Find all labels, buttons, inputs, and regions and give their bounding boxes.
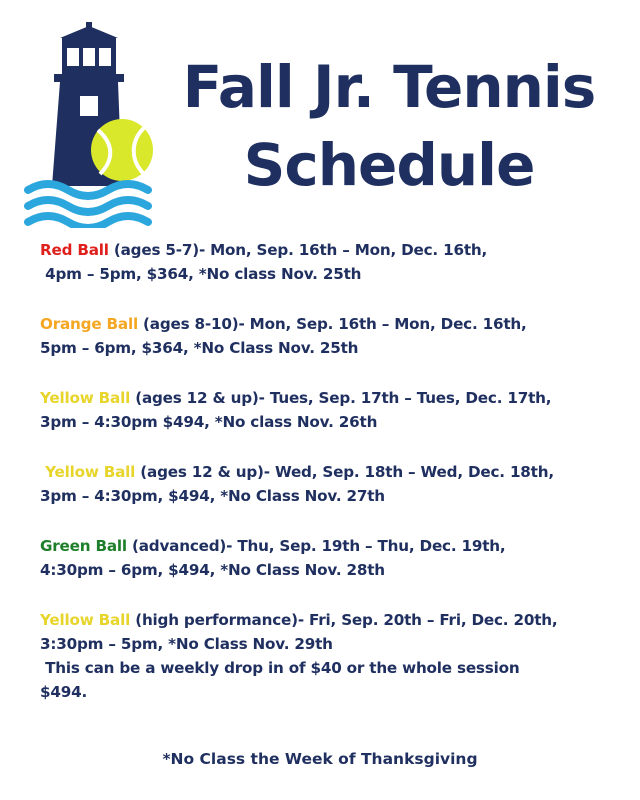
page-title: [148, 48, 630, 204]
entry-details: (ages 12 & up)- Wed, Sep. 18th – Wed, Dec. 18th,: [135, 463, 554, 481]
entry-time: 4pm – 5pm, $364, *No class Nov. 25th: [40, 265, 362, 283]
schedule-list: [40, 238, 632, 730]
ball-label: Yellow Ball: [40, 463, 136, 481]
entry-time: 3pm – 4:30pm $494, *No class Nov. 26th: [40, 413, 378, 431]
schedule-entry-yellow-tue: [40, 386, 632, 434]
entry-details: (high performance)- Fri, Sep. 20th – Fri, Dec. 20th,: [130, 611, 558, 629]
entry-details: (ages 5-7)- Mon, Sep. 16th – Mon, Dec. 16th,: [108, 241, 488, 259]
ball-label: Red Ball: [40, 241, 109, 259]
waves-icon: [28, 184, 148, 228]
schedule-entry-yellow-fri: [40, 608, 632, 704]
ball-label: Yellow Ball: [40, 611, 131, 629]
entry-time: 3pm – 4:30pm, $494, *No Class Nov. 27th: [40, 487, 385, 505]
entry-details: (advanced)- Thu, Sep. 19th – Thu, Dec. 19th,: [126, 537, 506, 555]
entry-time: 4:30pm – 6pm, $494, *No Class Nov. 28th: [40, 561, 385, 579]
ball-label: Yellow Ball: [40, 389, 131, 407]
schedule-entry-red: [40, 238, 632, 286]
title-line-1: Fall Jr. Tennis: [182, 53, 596, 121]
tennis-ball-icon: [91, 119, 153, 181]
title-line-2: Schedule: [243, 131, 535, 199]
thanksgiving-note: *No Class the Week of Thanksgiving: [162, 750, 478, 768]
logo: [22, 18, 156, 228]
schedule-entry-orange: [40, 312, 632, 360]
entry-time: 3:30pm – 5pm, *No Class Nov. 29th: [40, 635, 333, 653]
ball-label: Green Ball: [40, 537, 127, 555]
schedule-entry-yellow-wed: [40, 460, 632, 508]
entry-time: 5pm – 6pm, $364, *No Class Nov. 25th: [40, 339, 359, 357]
ball-label: Orange Ball: [40, 315, 138, 333]
entry-note-price: $494.: [40, 683, 88, 701]
entry-details: (ages 12 & up)- Tues, Sep. 17th – Tues, Dec. 17th,: [130, 389, 552, 407]
entry-note: This can be a weekly drop in of $40 or the whole session: [40, 659, 520, 677]
entry-details: (ages 8-10)- Mon, Sep. 16th – Mon, Dec. 16th,: [137, 315, 527, 333]
schedule-entry-green: [40, 534, 632, 582]
